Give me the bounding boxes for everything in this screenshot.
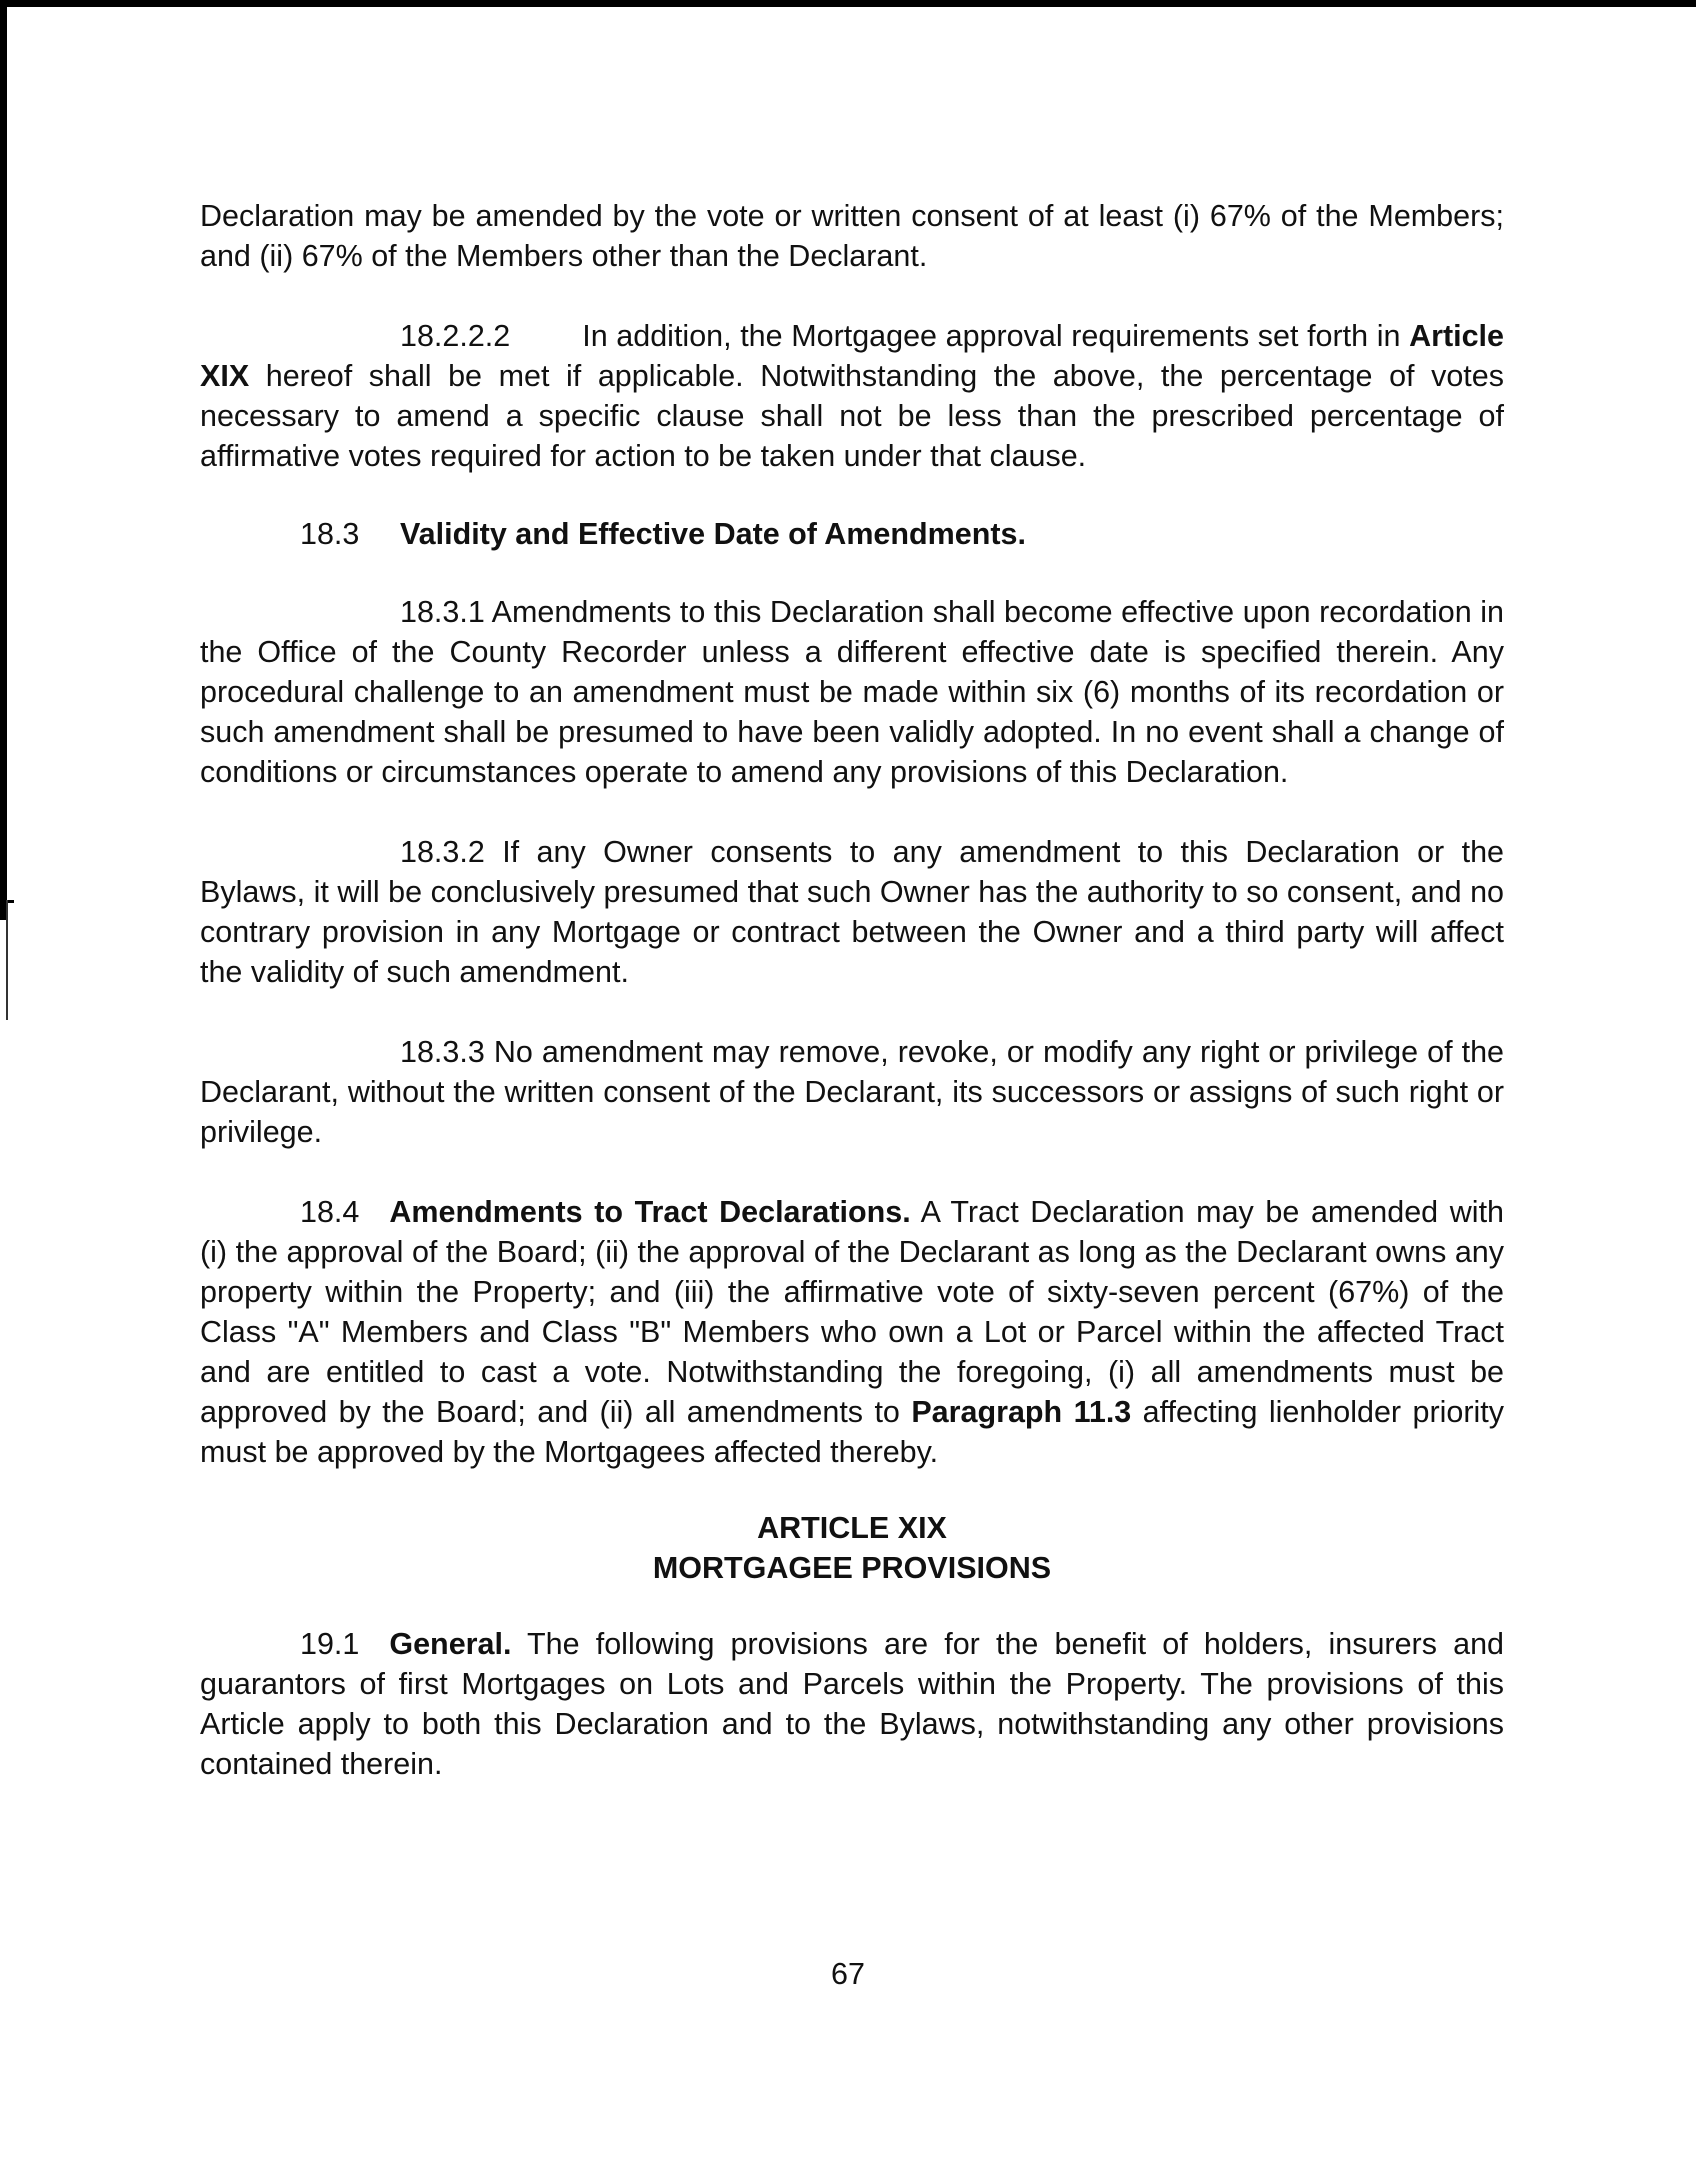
section-text-2: affecting lienholder priority must be approved by the Mortgagees affected thereby. — [200, 1395, 1504, 1469]
paragraph-continuation: Declaration may be amended by the vote or written consent of at least (i) 67% of the Members; and (ii) 67% of the Members other than the Declarant. — [200, 199, 1504, 273]
section-text: The following provisions are for the benefit of holders, insurers and guarantors of first Mortgages on Lots and Parcels within the Property. The provisions of this Article apply to both this Declaration and to the Bylaws, notwithstanding any other provisions contained therein. — [200, 1627, 1504, 1781]
section-number: 18.3 — [300, 517, 360, 551]
scan-edge-top — [0, 0, 1696, 7]
section-text-pre: In addition, the Mortgagee approval requirements set forth in — [582, 319, 1410, 353]
document-body — [200, 196, 1504, 1784]
article-reference: Article XIX — [200, 319, 1504, 393]
section-number: 18.4 — [300, 1195, 360, 1229]
section-18-3-2: 18.3.2 If any Owner consents to any amendment to this Declaration or the Bylaws, it will be conclusively presumed that such Owner has the authority to so consent, and no contrary provision in any Mortgage or contract between the Owner and a third party will affect the validity of such amendment. — [200, 835, 1504, 989]
section-number: 18.2.2.2 — [400, 319, 511, 353]
section-title: Validity and Effective Date of Amendments. — [400, 517, 1026, 551]
section-19-1 — [200, 1624, 1504, 1784]
section-18-4 — [200, 1192, 1504, 1472]
article-number: ARTICLE XIX — [757, 1511, 947, 1545]
section-18-3-3: 18.3.3 No amendment may remove, revoke, or modify any right or privilege of the Declarant, without the written consent of the Declarant, its successors or assigns of such right or privilege. — [200, 1035, 1504, 1149]
article-title: MORTGAGEE PROVISIONS — [652, 1551, 1052, 1585]
section-title: General. — [389, 1627, 512, 1661]
section-text-1: A Tract Declaration may be amended with (i) the approval of the Board; (ii) the approval of the Declarant as long as the Declarant owns any property within the Property; and (iii) the affirmative vote of sixty-seven percent (67%) of the Class "A" Members and Class "B" Members who own a Lot or Parcel within the affected Tract and are entitled to cast a vote. Notwithstanding the foregoing, (i) all amendments must be approved by the Board; and (ii) all amendments to — [200, 1195, 1505, 1429]
page-number: 67 — [831, 1957, 865, 1991]
section-text-post: hereof shall be met if applicable. Notwithstanding the above, the percentage of votes necessary to amend a specific clause shall not be less than the prescribed percentage of affirmative votes required for action to be taken under that clause. — [200, 359, 1504, 473]
section-title: Amendments to Tract Declarations. — [389, 1195, 911, 1229]
paragraph-reference: Paragraph 11.3 — [911, 1395, 1132, 1429]
scan-mark-thin — [6, 900, 8, 1020]
section-number: 19.1 — [300, 1627, 360, 1661]
scan-edge-left — [0, 0, 7, 920]
section-18-3-1: 18.3.1 Amendments to this Declaration shall become effective upon recordation in the Office of the County Recorder unless a different effective date is specified therein. Any procedural challenge to an amendment must be made within six (6) months of its recordation or such amendment shall be presumed to have been validly adopted. In no event shall a change of conditions or circumstances operate to amend any provisions of this Declaration. — [200, 595, 1504, 789]
section-18-3-heading — [200, 514, 1504, 554]
section-18-2-2-2 — [200, 316, 1504, 476]
